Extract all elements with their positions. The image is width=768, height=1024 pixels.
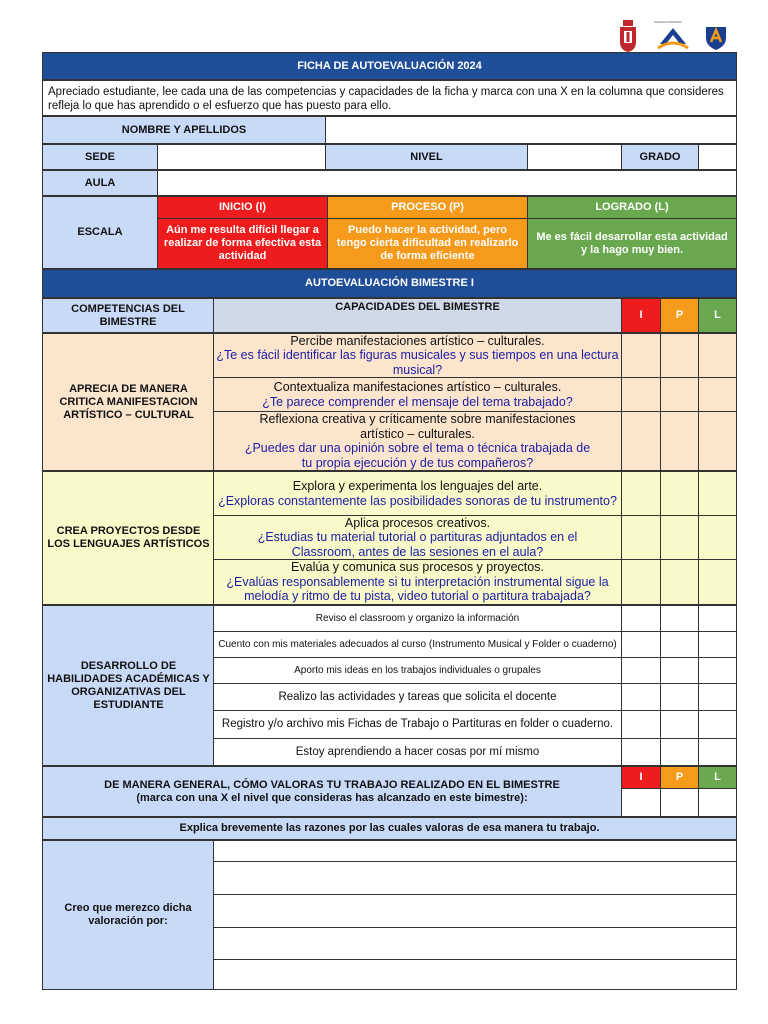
capacidad-question: ¿Puedes dar una opinión sobre el tema o técnica trabajada de tu propia ejecución y de tus compañeros? xyxy=(244,441,591,470)
mark-p[interactable] xyxy=(661,472,699,515)
crest-icon xyxy=(618,20,638,52)
overall-mark-l[interactable] xyxy=(699,789,736,816)
overall-cell xyxy=(43,767,622,816)
mark-i[interactable] xyxy=(622,378,661,411)
capacidad-text: Explora y experimenta los lenguajes del arte. xyxy=(292,479,543,493)
mark-l[interactable] xyxy=(699,739,736,765)
overall-line-1: DE MANERA GENERAL, CÓMO VALORAS TU TRABAJO REALIZADO EN EL BIMESTRE xyxy=(104,778,560,791)
mark-p[interactable] xyxy=(661,606,699,631)
scale-label: ESCALA xyxy=(43,197,158,268)
college-logo-text: COLEGIO PRIVADO xyxy=(654,20,682,24)
scale-proceso-desc: Puedo hacer la actividad, pero tengo cierta dificultad en realizarlo de forma eficiente xyxy=(328,219,527,268)
mark-l[interactable] xyxy=(699,334,736,377)
overall-row xyxy=(42,766,737,817)
deserve-lines[interactable] xyxy=(214,841,736,989)
capacidad-text: Aplica procesos creativos. xyxy=(344,515,491,530)
sede-label: SEDE xyxy=(43,145,158,169)
deserve-label: Creo que merezco dicha valoración por: xyxy=(43,841,214,989)
scale-logrado-title: LOGRADO (L) xyxy=(528,197,736,219)
mark-i[interactable] xyxy=(622,606,661,631)
mark-l[interactable] xyxy=(699,711,736,738)
habilidad-text: Estoy aprendiendo a hacer cosas por mí mismo xyxy=(214,739,622,765)
mark-l[interactable] xyxy=(699,472,736,515)
mark-i[interactable] xyxy=(622,334,661,377)
capacidad-question: ¿Evalúas responsablemente si tu interpretación instrumental sigue la melodía y ritmo de tu pista, video tutorial o partitura trabajada? xyxy=(226,574,609,604)
grado-field[interactable] xyxy=(699,145,736,169)
nivel-label: NIVEL xyxy=(326,145,528,169)
habilidad-text: Aporto mis ideas en los trabajos individuales o grupales xyxy=(214,658,622,683)
mark-l[interactable] xyxy=(699,412,736,470)
mark-l[interactable] xyxy=(699,516,736,559)
deserve-row xyxy=(42,840,737,990)
capacidad-question: ¿Exploras constantemente las posibilidades sonoras de tu instrumento? xyxy=(218,493,617,508)
habilidad-row xyxy=(213,738,737,766)
logos xyxy=(616,20,732,54)
capacidad-row xyxy=(213,411,737,471)
name-label: NOMBRE Y APELLIDOS xyxy=(43,117,326,143)
i-header: I xyxy=(622,299,661,332)
sede-field[interactable] xyxy=(158,145,326,169)
capacidad-question: ¿Te es fácil identificar las figuras musicales y sus tiempos en una lectura musical? xyxy=(216,348,619,377)
capacidad-question: ¿Te parece comprender el mensaje del tema trabajado? xyxy=(262,394,573,409)
aula-field[interactable] xyxy=(158,171,736,195)
title-row xyxy=(42,52,737,80)
intro-row xyxy=(42,80,737,116)
overall-mark-p[interactable] xyxy=(661,789,699,816)
scale-inicio xyxy=(158,197,328,268)
mark-l[interactable] xyxy=(699,378,736,411)
nivel-field[interactable] xyxy=(528,145,622,169)
capacidad-row xyxy=(213,377,737,412)
habilidad-text: Cuento con mis materiales adecuados al curso (Instrumento Musical y Folder o cuaderno) xyxy=(214,632,622,657)
mark-p[interactable] xyxy=(661,632,699,657)
scale-proceso xyxy=(328,197,528,268)
mark-p[interactable] xyxy=(661,412,699,470)
competencia-2-name: CREA PROYECTOS DESDE LOS LENGUAJES ARTÍSTICOS xyxy=(47,525,210,550)
mark-p[interactable] xyxy=(661,739,699,765)
section-title: AUTOEVALUACIÓN BIMESTRE I xyxy=(305,277,474,289)
habilidad-row xyxy=(213,683,737,711)
habilidad-row xyxy=(213,710,737,739)
overall-l-header: L xyxy=(699,767,736,789)
name-row xyxy=(42,116,737,144)
competencia-1-name: APRECIA DE MANERA CRITICA MANIFESTACION ARTÍSTICO – CULTURAL xyxy=(59,382,198,421)
capacidad-row xyxy=(213,515,737,560)
l-header: L xyxy=(699,299,736,332)
competencia-3-name: DESARROLLO DE HABILIDADES ACADÉMICAS Y ORGANIZATIVAS DEL ESTUDIANTE xyxy=(47,659,210,711)
mark-p[interactable] xyxy=(661,334,699,377)
overall-line-2: (marca con una X el nivel que consideras has alcanzado en este bimestre): xyxy=(136,791,528,804)
college-logo-icon xyxy=(656,22,690,52)
overall-i-header: I xyxy=(622,767,661,789)
mark-l[interactable] xyxy=(699,560,736,604)
capacidad-text: Reflexiona creativa y críticamente sobre manifestaciones artístico – culturales. xyxy=(259,412,576,441)
mark-i[interactable] xyxy=(622,684,661,710)
explain-text: Explica brevemente las razones por las cuales valoras de esa manera tu trabajo. xyxy=(179,822,600,834)
capacidad-cell xyxy=(214,334,622,377)
capacidad-row xyxy=(213,471,737,516)
habilidad-text: Registro y/o archivo mis Fichas de Trabajo o Partituras en folder o cuaderno. xyxy=(214,711,622,738)
overall-p-header: P xyxy=(661,767,699,789)
explain-row xyxy=(42,817,737,840)
capacidad-cell xyxy=(214,560,622,604)
mark-i[interactable] xyxy=(622,711,661,738)
section-title-row xyxy=(42,269,737,298)
competencias-header: COMPETENCIAS DEL BIMESTRE xyxy=(43,299,214,332)
mark-i[interactable] xyxy=(622,560,661,604)
mark-i[interactable] xyxy=(622,632,661,657)
overall-marks xyxy=(622,767,736,816)
mark-i[interactable] xyxy=(622,412,661,470)
mark-l[interactable] xyxy=(699,684,736,710)
habilidad-row xyxy=(213,631,737,658)
capacidad-cell xyxy=(214,472,622,515)
scale-row xyxy=(42,196,737,269)
p-header: P xyxy=(661,299,699,332)
mark-p[interactable] xyxy=(661,711,699,738)
capacidad-question: ¿Estudias tu material tutorial o partituras adjuntados en el Classroom, antes de las sesiones en el aula? xyxy=(257,530,578,559)
grado-label: GRADO xyxy=(622,145,699,169)
habilidad-text: Reviso el classroom y organizo la información xyxy=(214,606,622,631)
mark-i[interactable] xyxy=(622,739,661,765)
mark-p[interactable] xyxy=(661,560,699,604)
table-header-row xyxy=(42,298,737,333)
scale-logrado-desc: Me es fácil desarrollar esta actividad y la hago muy bien. xyxy=(528,219,736,268)
mark-i[interactable] xyxy=(622,516,661,559)
scale-inicio-title: INICIO (I) xyxy=(158,197,327,219)
capacidades-header: CAPACIDADES DEL BIMESTRE xyxy=(214,299,622,332)
habilidad-text: Realizo las actividades y tareas que solicita el docente xyxy=(214,684,622,710)
capacidad-cell xyxy=(214,412,622,470)
mark-l[interactable] xyxy=(699,606,736,631)
mark-l[interactable] xyxy=(699,658,736,683)
scale-logrado xyxy=(528,197,736,268)
mark-p[interactable] xyxy=(661,658,699,683)
aula-row xyxy=(42,170,737,196)
page-title: FICHA DE AUTOEVALUACIÓN 2024 xyxy=(297,59,482,72)
habilidad-row xyxy=(213,657,737,684)
aula-label: AULA xyxy=(43,171,158,195)
capacidad-cell xyxy=(214,516,622,559)
name-field[interactable] xyxy=(326,117,736,143)
capacidad-row xyxy=(213,559,737,605)
mark-p[interactable] xyxy=(661,516,699,559)
overall-mark-i[interactable] xyxy=(622,789,661,816)
sede-row xyxy=(42,144,737,170)
mark-i[interactable] xyxy=(622,472,661,515)
shield-logo-icon xyxy=(704,24,728,50)
capacidad-text: Contextualiza manifestaciones artístico – culturales. xyxy=(273,380,562,394)
habilidad-row xyxy=(213,605,737,632)
scale-proceso-title: PROCESO (P) xyxy=(328,197,527,219)
mark-i[interactable] xyxy=(622,658,661,683)
scale-inicio-desc: Aún me resulta difícil llegar a realizar de forma efectiva esta actividad xyxy=(158,219,327,268)
capacidad-text: Percibe manifestaciones artístico – culturales. xyxy=(290,333,545,348)
capacidad-row xyxy=(213,333,737,378)
mark-p[interactable] xyxy=(661,378,699,411)
mark-p[interactable] xyxy=(661,684,699,710)
intro-text: Apreciado estudiante, lee cada una de las competencias y capacidades de la ficha y marca con una X en la columna que consideres refleja lo que has aprendido o el esfuerzo que has puesto para ello. xyxy=(48,86,724,112)
mark-l[interactable] xyxy=(699,632,736,657)
capacidad-cell xyxy=(214,378,622,411)
capacidad-text: Evalúa y comunica sus procesos y proyectos. xyxy=(291,560,544,575)
